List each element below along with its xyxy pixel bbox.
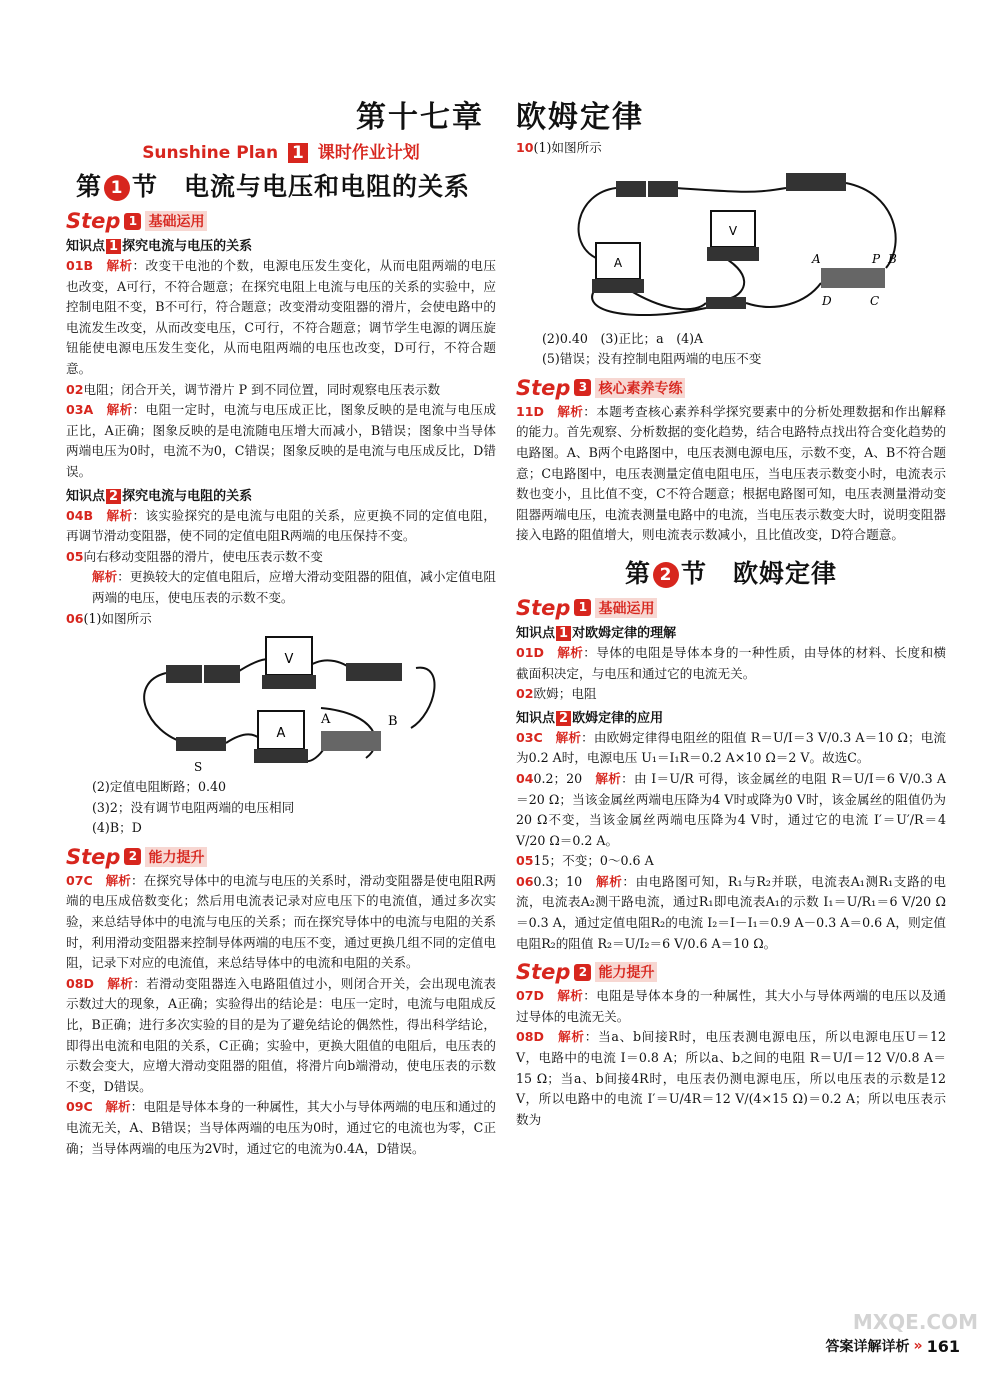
step-word: Step [516,595,571,620]
section-pre: 第 [76,172,103,201]
kp-text: 欧姆定律的应用 [572,710,664,726]
answer-item [66,256,496,380]
kp-pre: 知识点 [516,625,556,641]
answer-text: ：电阻是导体本身的一种属性，其大小与导体两端的电压和通过的电流无关，A、B错误；当导体两端的电压为0时，通过它的电流也为零，C正确；当导体两端的电压为2V时，通过它的电流为0.4A，D错误。 [66,1099,497,1156]
meter-base-icon [707,247,759,261]
question-number: 02 [66,381,84,397]
answer-item [66,871,496,974]
answer-text: ：导体的电阻是导体本身的一种性质，由导体的材料、长度和横截面积决定，与电压和通过它的电流无关。 [516,644,947,681]
answer-line: (5)错误；没有控制电阻两端的电压不变 [542,351,762,367]
answer-item [66,506,496,547]
plan-banner [66,138,496,163]
question-number: 04B [66,507,94,523]
question-number: 09C [66,1099,93,1115]
fig-label-B: B [888,251,897,266]
meter-base-icon [254,749,308,763]
step-heading [516,960,946,984]
meter-base-icon [592,279,644,293]
watermark: MXQE.COM [852,1310,978,1334]
right-column [516,138,946,1130]
step-word: Step [66,844,121,869]
meter-base-icon [262,675,316,689]
answer-item [66,609,496,630]
step-heading [516,376,946,400]
step-word: Step [516,375,571,400]
step-text: 基础运用 [595,598,657,618]
answer-item [516,728,946,769]
knowledge-point [66,235,496,254]
section-text: 节 欧姆定律 [681,558,838,588]
section-text: 节 电流与电压和电阻的关系 [132,172,471,201]
analysis-label: 解析 [557,644,584,660]
answer-text: (1)如图所示 [533,140,602,155]
fig-label-v: V [728,223,738,238]
answer-text: 欧姆；电阻 [533,686,597,702]
page-number: 161 [926,1336,960,1356]
analysis-label: 解析 [555,729,582,745]
step-heading [66,845,496,869]
answer-value: 0.3；10 [533,873,583,889]
fig-label-a: A [276,726,286,742]
answer-item [66,1097,496,1159]
step-text: 核心素养专练 [595,378,685,398]
step-number: 2 [574,964,591,981]
step-text: 能力提升 [595,962,657,982]
kp-number: 1 [556,626,571,641]
arrow-icon: » [913,1338,923,1354]
answer-item [516,138,946,159]
kp-text: 对欧姆定律的理解 [572,625,677,641]
chapter-title: 第十七章 欧姆定律 [356,100,644,135]
step-heading [66,209,496,233]
answer-item [66,400,496,482]
fig-label-P: P [872,251,881,266]
answer-text: ：由电路图可知，R₁与R₂并联，电流表A₁测R₁支路的电流，电流表A₂测干路电流，通过R₁即电流表A₁的示数 I₁＝U/R₁＝6 V/20 Ω＝0.3 A，通过定值电阻R₂的电流 I₂＝I－I₁＝0.9 A－0.3 A＝0.6 A，则定值电阻R₂的阻值 R₂＝U/I₂＝6 V/0.6 A＝10 Ω。 [516,873,946,951]
plan-prefix: Sunshine Plan [142,143,279,163]
rheostat-icon [321,731,381,751]
analysis-label: 解析 [107,975,134,991]
answer-text: ：当a、b间接R时，电压表测电源电压，所以电源电压U＝12 V，电路中的电流 I＝0.8 A；所以a、b之间的电阻 R＝U/I＝12 V/0.8 A＝15 Ω；当a、b间接4R时，电压表仍测电源电压，所以电压表的示数是12 V，所以电路中的电流 I′＝U/4R＝12 V/(4×15 Ω)＝0.2 A；所以电压表示数为 [516,1029,947,1127]
analysis-label: 解析 [558,1029,585,1045]
answer-item [66,974,496,1098]
step-word: Step [66,209,121,233]
answer-text: ：该实验探究的是电流与电阻的关系，应更换不同的定值电阻，再调节滑动变阻器，使不同的定值电阻R两端的电压保持不变。 [66,507,497,544]
knowledge-point [66,485,496,504]
kp-text: 探究电流与电压的关系 [122,239,253,254]
answer-text: 向右移动变阻器的滑片，使电压表示数不变 [83,548,323,564]
resistor-icon [706,297,746,309]
step-text: 能力提升 [145,847,207,867]
page-footer [826,1336,960,1356]
question-number: 05 [516,853,534,869]
step-number: 3 [574,379,591,396]
answer-value: 0.2；20 [533,770,583,786]
step-heading [516,596,946,620]
answer-item [516,684,946,705]
question-number: 03A [66,402,94,418]
analysis-label: 解析 [595,770,622,786]
answer-item [66,547,496,568]
step-number: 2 [124,848,141,865]
battery-icon [204,665,240,683]
answer-text: ：由 I＝U/R 可得，该金属丝的电阻 R＝U/I＝6 V/0.3 A＝20 Ω；当该金属丝两端电压降为4 V时或降为0 V时，该金属丝的阻值仍为20 Ω不变，当该金属丝两端电压降为4 V时，通过它的电流 I′＝U′/R＝4 V/20 Ω＝0.2 A。 [516,770,946,848]
answer-text: ：由欧姆定律得电阻丝的阻值 R＝U/I＝3 V/0.3 A＝10 Ω；电流为0.2 A时，电源电压 U₁＝I₁R＝0.2 A×10 Ω＝2 V。故选C。 [516,729,947,766]
question-number: 04 [516,770,534,786]
answer-text: ：电阻是导体本身的一种属性，其大小与导体两端的电压以及通过导体的电流无关。 [516,988,947,1024]
answer-item [516,769,946,851]
analysis-label: 解析 [106,402,133,418]
knowledge-point [516,707,946,726]
analysis-label: 解析 [596,873,623,889]
section-title [516,554,946,590]
answer-text: (1)如图所示 [83,610,152,626]
left-column [66,138,496,1159]
circuit-figure-06 [66,633,496,773]
question-number: 06 [66,610,84,626]
answer-text: 15；不变；0～0.6 A [533,853,654,869]
kp-number: 1 [106,239,121,254]
answer-line: (4)B；D [92,820,142,836]
step-text: 基础运用 [145,211,207,231]
section-pre: 第 [624,558,651,588]
answer-text: ：改变干电池的个数，电源电压发生变化，从而电阻两端的电压也改变，A可行，不符合题意；在探究电阻上电流与电压的关系的实验中，应控制电阻不变，B不可行，符合题意；改变滑动变阻器的滑片，会使电路中的电流发生改变，从而改变电压，C可行，不符合题意；调节学生电源的调压旋钮能使电源电压发生变化，从而电阻两端的电压也改变，D可行，不符合题意。 [66,258,497,376]
answer-text: ：本题考查核心素养科学探究要素中的分析处理数据和作出解释的能力。首先观察、分析数据的变化趋势，结合电路特点找出符合变化趋势的电路图。A、B两个电路图中，电压表测电源电压，示数不变，A、B不符合题意；C电路图中，电压表测量定值电阻电压，当电压表示数变小时，电流表示数也变小，且比值不变，C不符合题意；根据电路图可知，电压表测量滑动变阻器两端电压，电流表测量电路中的电流，当电压表示数变大时，说明变阻器接入电路的阻值增大，则电流表示数减小，且比值改变，D符合题意。 [516,403,947,543]
fig-label-A: A [321,712,331,728]
fig-label-S: S [194,760,203,774]
plan-suffix: 课时作业计划 [317,143,420,163]
answer-text: ：在探究导体中的电流与电压的关系时，滑动变阻器是使电阻R两端的电压成倍数变化；然后用电流表记录对应电压下的电流值，通过多次实验，来总结导体中的电流与电压的关系；而在探究导体中的电流与电阻的关系时，利用滑动变阻器来控制导体两端的电压不变，通过更换几组不同的定值电阻，记录下对应的电流值，来总结导体中的电流和电阻的关系。 [66,872,497,971]
answer-text: 电阻；闭合开关，调节滑片 P 到不同位置，同时观察电压表示数 [83,381,441,397]
step-number: 1 [124,213,141,230]
kp-pre: 知识点 [66,239,106,254]
battery-icon [616,181,646,197]
battery-icon [648,181,678,197]
question-number: 05 [66,548,84,564]
answer-text: ：若滑动变阻器连入电路阻值过小，则闭合开关，会出现电流表示数过大的现象，A正确；实验得出的结论是：电压一定时，电流与电阻成反比，B正确；进行多次实验的目的是为了避免结论的偶然性，得出科学结论，即得出电流和电阻的关系，C正确；实验中，更换大阻值的电阻后，电压表的示数会变大，应增大滑动变阻器的阻值，将滑片向b端滑动，使电压表的示数不变，D错误。 [66,975,497,1094]
question-number: 06 [516,873,534,889]
switch-icon [346,663,402,681]
battery-icon [166,665,202,683]
kp-text: 探究电流与电阻的关系 [122,488,253,504]
question-number: 01D [516,644,544,660]
section-number: 1 [104,175,130,201]
question-number: 03C [516,729,543,745]
analysis-label: 解析 [105,1099,131,1115]
question-number: 01B [66,258,94,273]
kp-number: 2 [106,489,121,504]
analysis-label: 解析 [105,872,131,888]
answer-item [516,643,946,684]
question-number: 08D [66,975,94,991]
answer-text: ：更换较大的定值电阻后，应增大滑动变阻器的阻值，减小定值电阻两端的电压，使电压表的示数不变。 [92,569,497,605]
question-number: 02 [516,686,534,702]
answer-item [516,872,946,954]
analysis-label: 解析 [92,569,118,585]
analysis-label: 解析 [106,507,133,523]
answer-line: (2)0.40 (3)正比；a (4)A [542,330,704,346]
fig-label-B: B [388,714,398,730]
analysis-label: 解析 [106,258,133,273]
analysis-label: 解析 [557,403,584,419]
switch-icon [786,173,846,191]
fig-label-C: C [870,293,880,308]
footer-label: 答案详解详析 [825,1339,910,1355]
kp-pre: 知识点 [516,710,556,726]
answer-item [66,380,496,401]
fig-label-A: A [812,251,821,266]
question-number: 08D [516,1029,544,1045]
answer-item [516,1027,946,1130]
section-number: 2 [653,562,679,588]
kp-number: 2 [556,711,571,726]
answer-item [516,851,946,872]
switch-icon [176,737,226,751]
answer-analysis [66,567,496,608]
answer-item [516,402,946,546]
question-number: 10 [516,140,534,155]
question-number: 11D [516,403,544,419]
answer-item [516,986,946,1027]
fig-label-D: D [822,293,832,308]
circuit-figure-10 [516,163,946,325]
answer-text: ：电阻一定时，电流与电压成正比，图象反映的是电流与电压成正比，A正确；图象反映的是电流随电压增大而减小，B错误；图象中当导体两端电压为0时，电流不为0，C错误；图象反映的是电流与电压成反比，D错误。 [66,402,497,479]
knowledge-point [516,622,946,641]
answer-line: (2)定值电阻断路；0.40 [92,779,227,795]
step-number: 1 [574,599,591,616]
question-number: 07C [66,872,93,888]
question-number: 07D [516,988,544,1004]
rheostat-icon [821,268,885,288]
kp-pre: 知识点 [66,488,106,504]
fig-label-a: A [613,255,623,270]
analysis-label: 解析 [557,988,584,1004]
answer-line: (3)2；没有调节电阻两端的电压相同 [92,799,295,815]
plan-box: 1 [288,143,308,163]
step-word: Step [516,960,571,985]
fig-label-v: V [284,652,294,668]
section-title [76,167,496,203]
